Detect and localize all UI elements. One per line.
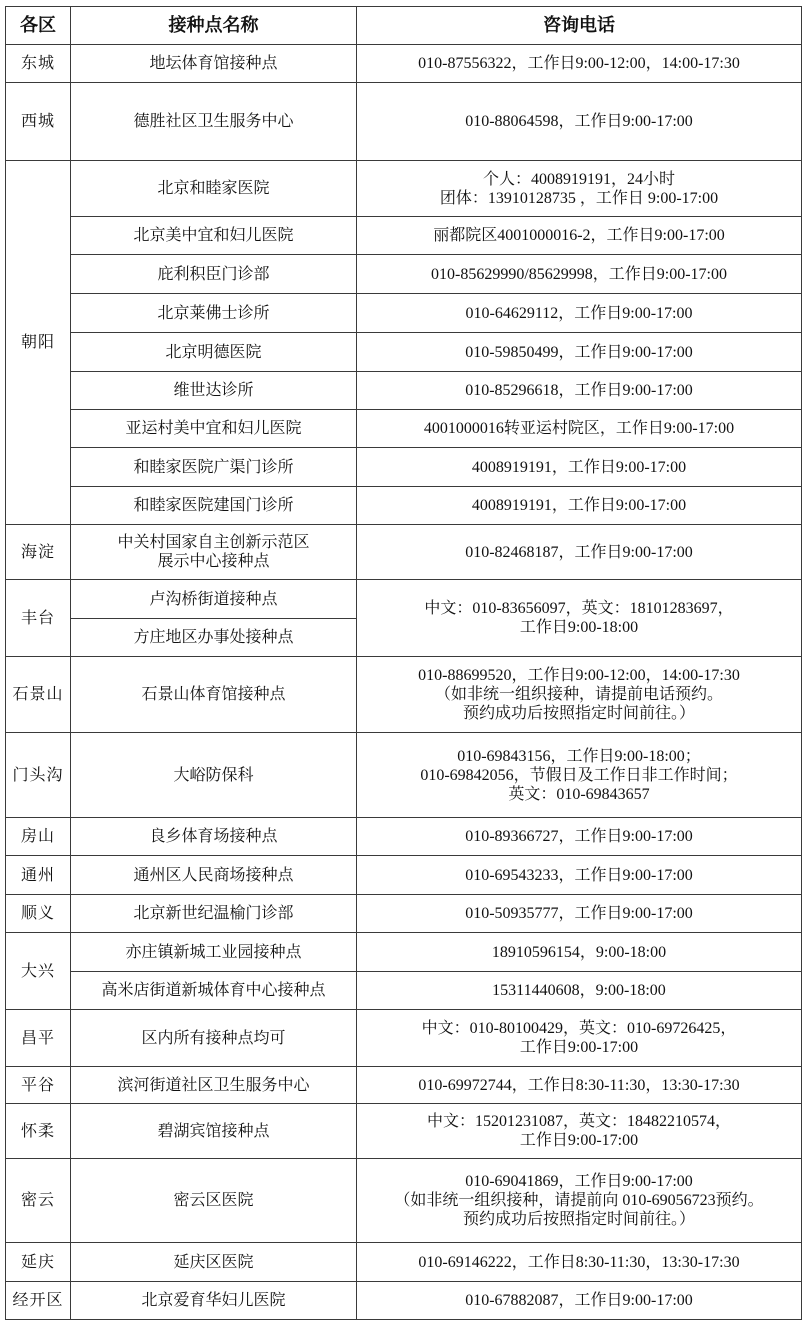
site-name-line: 碧湖宾馆接种点	[157, 1122, 270, 1140]
phone-cell	[357, 487, 802, 525]
header-row	[6, 7, 802, 45]
table-row	[6, 217, 802, 255]
phone-cell	[357, 372, 802, 410]
phone-line: 工作日9:00-17:00	[519, 1132, 639, 1149]
table-row	[6, 487, 802, 525]
district-cell: 经开区	[6, 1282, 71, 1320]
district-cell: 顺义	[6, 895, 71, 933]
site-name-line: 方庄地区办事处接种点	[133, 629, 294, 646]
phone-cell	[357, 856, 802, 895]
site-name-line: 和睦家医院广渠门诊所	[133, 458, 294, 476]
phone-cell	[357, 733, 802, 818]
site-name-cell	[71, 619, 357, 657]
phone-line: 010-69041869，工作日9:00-17:00	[465, 1173, 693, 1190]
district-cell: 密云	[6, 1159, 71, 1243]
phone-cell	[357, 1067, 802, 1104]
phone-line: （如非统一组织接种，请提前电话预约。	[434, 686, 723, 703]
phone-line: 010-82468187，工作日9:00-17:00	[465, 543, 693, 561]
site-name-cell	[71, 1159, 357, 1243]
site-name-cell	[71, 448, 357, 487]
phone-line: （如非统一组织接种，请提前向 010-69056723预约。	[394, 1192, 764, 1209]
phone-line: 4001000016转亚运村院区，工作日9:00-17:00	[423, 420, 735, 437]
phone-line: 010-88064598，工作日9:00-17:00	[465, 113, 693, 130]
table-row	[6, 1282, 802, 1320]
phone-cell	[357, 410, 802, 448]
table-row	[6, 45, 802, 83]
phone-line: 010-69843156，工作日9:00-18:00；	[457, 747, 701, 765]
phone-line: 010-69543233，工作日9:00-17:00	[465, 866, 693, 884]
site-name-line: 和睦家医院建国门诊所	[133, 497, 294, 514]
phone-cell	[357, 1243, 802, 1282]
site-name-line: 亚运村美中宜和妇儿医院	[125, 420, 302, 437]
phone-cell	[357, 161, 802, 217]
table-body	[6, 45, 802, 1320]
phone-line: 预约成功后按照指定时间前往。）	[462, 1211, 695, 1228]
table-row	[6, 657, 802, 733]
site-name-line: 地坛体育馆接种点	[149, 55, 278, 72]
phone-line: 4008919191，工作日9:00-17:00	[471, 497, 687, 514]
table-row	[6, 294, 802, 333]
phone-line: 010-89366727，工作日9:00-17:00	[465, 828, 693, 845]
phone-cell	[357, 217, 802, 255]
site-name-line: 滨河街道社区卫生服务中心	[117, 1076, 310, 1094]
table-row	[6, 1159, 802, 1243]
site-name-cell	[71, 217, 357, 255]
site-name-cell	[71, 255, 357, 294]
table-row	[6, 372, 802, 410]
site-name-cell	[71, 487, 357, 525]
site-name-cell	[71, 410, 357, 448]
table-row	[6, 933, 802, 972]
phone-line: 010-59850499，工作日9:00-17:00	[465, 343, 693, 361]
phone-cell	[357, 933, 802, 972]
phone-line: 010-64629112，工作日9:00-17:00	[465, 304, 693, 322]
phone-line: 010-88699520，工作日9:00-12:00，14:00-17:30	[418, 667, 740, 684]
district-cell: 延庆	[6, 1243, 71, 1282]
district-cell: 房山	[6, 818, 71, 856]
site-name-line: 高米店街道新城体育中心接种点	[101, 982, 326, 999]
phone-line: 丽都院区4001000016-2，工作日9:00-17:00	[433, 227, 725, 244]
table-row	[6, 410, 802, 448]
phone-cell	[357, 525, 802, 580]
site-name-line: 北京美中宜和妇儿医院	[133, 227, 294, 244]
table-row	[6, 895, 802, 933]
phone-line: 010-87556322，工作日9:00-12:00，14:00-17:30	[418, 55, 740, 72]
phone-cell	[357, 333, 802, 372]
district-cell: 朝阳	[6, 161, 71, 525]
district-cell: 石景山	[6, 657, 71, 733]
site-name-line: 北京莱佛士诊所	[157, 304, 270, 322]
table-row	[6, 1010, 802, 1067]
phone-cell	[357, 1104, 802, 1159]
table-row	[6, 525, 802, 580]
site-name-line: 北京明德医院	[165, 343, 262, 361]
phone-cell	[357, 83, 802, 161]
site-name-cell	[71, 1067, 357, 1104]
site-name-line: 密云区医院	[173, 1192, 254, 1209]
table-row	[6, 255, 802, 294]
phone-line: 工作日9:00-18:00	[519, 619, 639, 636]
phone-line: 团体：13910128735 ，工作日 9:00-17:00	[439, 189, 719, 207]
site-name-line: 展示中心接种点	[157, 553, 270, 570]
phone-line: 010-67882087，工作日9:00-17:00	[465, 1292, 693, 1309]
site-name-line: 区内所有接种点均可	[141, 1029, 286, 1047]
phone-line: 中文：010-80100429，英文：010-69726425，	[421, 1020, 737, 1037]
table-row	[6, 333, 802, 372]
table-row	[6, 448, 802, 487]
table-row	[6, 83, 802, 161]
district-cell: 怀柔	[6, 1104, 71, 1159]
site-name-cell	[71, 372, 357, 410]
site-name-line: 庇利积臣门诊部	[157, 265, 270, 283]
phone-line: 15311440608，9:00-18:00	[492, 982, 666, 999]
table-row	[6, 856, 802, 895]
phone-cell	[357, 448, 802, 487]
district-cell: 大兴	[6, 933, 71, 1010]
phone-line: 010-85629990/85629998，工作日9:00-17:00	[431, 265, 727, 283]
site-name-line: 北京爱育华妇儿医院	[141, 1292, 286, 1309]
district-cell: 东城	[6, 45, 71, 83]
site-name-line: 良乡体育场接种点	[149, 828, 278, 845]
site-name-line: 亦庄镇新城工业园接种点	[125, 943, 302, 961]
site-name-line: 通州区人民商场接种点	[133, 866, 294, 884]
phone-cell	[357, 294, 802, 333]
phone-line: 中文：15201231087，英文：18482210574，	[426, 1113, 731, 1130]
phone-line: 工作日9:00-17:00	[519, 1039, 639, 1056]
table-row	[6, 1243, 802, 1282]
site-name-line: 北京新世纪温榆门诊部	[133, 905, 294, 922]
district-cell: 昌平	[6, 1010, 71, 1067]
site-name-line: 北京和睦家医院	[157, 180, 270, 197]
phone-line: 010-85296618，工作日9:00-17:00	[465, 382, 693, 399]
site-name-cell	[71, 657, 357, 733]
phone-cell	[357, 45, 802, 83]
phone-line: 个人：4008919191，24小时	[482, 170, 675, 188]
district-cell: 丰台	[6, 580, 71, 657]
site-name-cell	[71, 1010, 357, 1067]
phone-cell	[357, 1282, 802, 1320]
site-name-line: 大峪防保科	[173, 766, 254, 784]
phone-cell	[357, 580, 802, 657]
phone-line: 010-69146222，工作日8:30-11:30，13:30-17:30	[418, 1253, 740, 1271]
phone-line: 010-50935777，工作日9:00-17:00	[465, 905, 693, 922]
site-name-cell	[71, 733, 357, 818]
header-site-name: 接种点名称	[71, 7, 357, 45]
site-name-cell	[71, 161, 357, 217]
phone-cell	[357, 818, 802, 856]
district-cell: 西城	[6, 83, 71, 161]
district-cell: 门头沟	[6, 733, 71, 818]
site-name-line: 石景山体育馆接种点	[141, 686, 286, 703]
phone-line: 18910596154，9:00-18:00	[491, 943, 667, 961]
phone-cell	[357, 1010, 802, 1067]
site-name-cell	[71, 525, 357, 580]
phone-cell	[357, 972, 802, 1010]
site-name-cell	[71, 1104, 357, 1159]
site-name-cell	[71, 1282, 357, 1320]
header-phone: 咨询电话	[357, 7, 802, 45]
site-name-cell	[71, 45, 357, 83]
table-row	[6, 1067, 802, 1104]
phone-cell	[357, 657, 802, 733]
district-cell: 平谷	[6, 1067, 71, 1104]
vaccination-sites-table	[5, 6, 802, 1320]
table-row	[6, 818, 802, 856]
phone-line: 010-69842056，节假日及工作日非工作时间；	[420, 766, 738, 784]
site-name-cell	[71, 1243, 357, 1282]
phone-line: 4008919191，工作日9:00-17:00	[471, 458, 687, 476]
phone-cell	[357, 895, 802, 933]
district-cell: 海淀	[6, 525, 71, 580]
table-row	[6, 972, 802, 1010]
site-name-line: 卢沟桥街道接种点	[149, 590, 278, 608]
site-name-line: 延庆区医院	[173, 1253, 254, 1271]
phone-cell	[357, 1159, 802, 1243]
district-cell: 通州	[6, 856, 71, 895]
table-row	[6, 161, 802, 217]
phone-line: 预约成功后按照指定时间前往。）	[462, 705, 695, 722]
site-name-line: 维世达诊所	[173, 382, 254, 399]
site-name-cell	[71, 333, 357, 372]
site-name-cell	[71, 83, 357, 161]
phone-cell	[357, 255, 802, 294]
site-name-line: 中关村国家自主创新示范区	[117, 534, 310, 551]
phone-line: 中文：010-83656097，英文：18101283697，	[424, 600, 734, 617]
site-name-cell	[71, 294, 357, 333]
site-name-cell	[71, 580, 357, 619]
table-row	[6, 1104, 802, 1159]
site-name-cell	[71, 972, 357, 1010]
site-name-cell	[71, 818, 357, 856]
site-name-line: 德胜社区卫生服务中心	[133, 113, 294, 130]
header-district: 各区	[6, 7, 71, 45]
site-name-cell	[71, 856, 357, 895]
site-name-cell	[71, 895, 357, 933]
table-row	[6, 580, 802, 619]
site-name-cell	[71, 933, 357, 972]
phone-line: 010-69972744，工作日8:30-11:30，13:30-17:30	[418, 1076, 740, 1094]
phone-line: 英文：010-69843657	[508, 785, 650, 803]
table-row	[6, 733, 802, 818]
